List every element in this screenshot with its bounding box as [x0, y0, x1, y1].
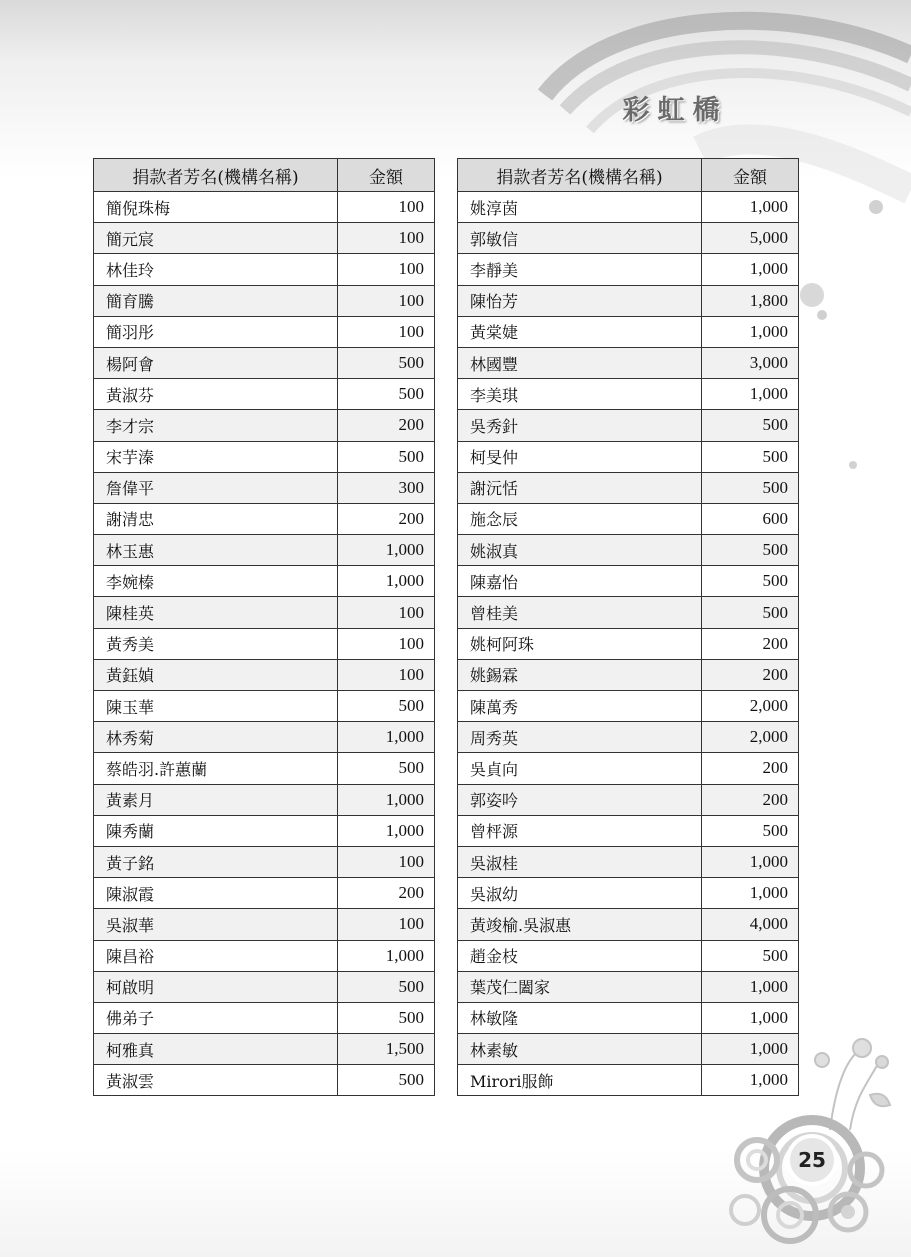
donor-name: 曾桂美: [458, 597, 702, 628]
donation-amount: 100: [338, 254, 435, 285]
table-row: [458, 1065, 799, 1096]
donor-name: 柯旻仲: [458, 441, 702, 472]
table-row: [94, 597, 435, 628]
table-row: [458, 691, 799, 722]
donation-amount: 100: [338, 846, 435, 877]
header-title: 彩虹橋: [622, 95, 728, 126]
donor-name: 宋芋溱: [94, 441, 338, 472]
table-row: [94, 379, 435, 410]
table-row: [458, 597, 799, 628]
donor-name: 吳貞向: [458, 753, 702, 784]
table-row: [458, 784, 799, 815]
page-number: 25: [798, 1148, 826, 1172]
table-row: [458, 441, 799, 472]
donor-name: 李婉榛: [94, 566, 338, 597]
donation-amount: 100: [338, 628, 435, 659]
table-row: [458, 410, 799, 441]
table-row: [94, 285, 435, 316]
table-row: [94, 316, 435, 347]
donor-name: 姚錫霖: [458, 659, 702, 690]
donation-amount: 1,000: [338, 535, 435, 566]
donor-name: 郭敏信: [458, 223, 702, 254]
table-row: [94, 628, 435, 659]
donor-name: 黃淑芬: [94, 379, 338, 410]
donation-amount: 500: [338, 1065, 435, 1096]
donation-amount: 1,500: [338, 1034, 435, 1065]
table-row: [94, 472, 435, 503]
table-row: [458, 628, 799, 659]
donor-name: 姚淳茵: [458, 192, 702, 223]
donation-amount: 1,000: [338, 815, 435, 846]
donation-amount: 1,000: [702, 1065, 799, 1096]
donor-name: 黃秀美: [94, 628, 338, 659]
table-row: [458, 566, 799, 597]
table-row: [94, 753, 435, 784]
donor-name: 簡羽彤: [94, 316, 338, 347]
donor-name: 黃棠婕: [458, 316, 702, 347]
donation-amount: 600: [702, 503, 799, 534]
donor-name: 黃淑雲: [94, 1065, 338, 1096]
table-header-row: [458, 159, 799, 192]
donor-table-left: [93, 158, 435, 1096]
table-row: [458, 535, 799, 566]
donation-amount: 100: [338, 659, 435, 690]
table-row: [458, 285, 799, 316]
donor-name: 林玉惠: [94, 535, 338, 566]
table-row: [94, 254, 435, 285]
donor-name: 簡育騰: [94, 285, 338, 316]
table-row: [94, 192, 435, 223]
table-row: [458, 659, 799, 690]
donation-amount: 100: [338, 316, 435, 347]
donor-name: 曾枰源: [458, 815, 702, 846]
donation-amount: 500: [702, 441, 799, 472]
donation-amount: 500: [702, 410, 799, 441]
bubble-decoration: [800, 200, 883, 469]
table-row: [94, 1065, 435, 1096]
donor-name: 林秀菊: [94, 722, 338, 753]
table-row: [94, 410, 435, 441]
table-row: [94, 940, 435, 971]
table-row: [94, 441, 435, 472]
donor-table-right: [457, 158, 799, 1096]
donation-amount: 1,000: [702, 971, 799, 1002]
donor-name: 趙金枝: [458, 940, 702, 971]
donation-amount: 500: [338, 691, 435, 722]
table-row: [94, 971, 435, 1002]
table-row: [94, 878, 435, 909]
donor-name: 柯啟明: [94, 971, 338, 1002]
column-header-name: 捐款者芳名(機構名稱): [94, 159, 338, 192]
donation-amount: 1,000: [702, 878, 799, 909]
donation-amount: 500: [702, 472, 799, 503]
table-row: [458, 1002, 799, 1033]
table-row: [458, 753, 799, 784]
donation-amount: 500: [338, 441, 435, 472]
donor-name: 簡元宸: [94, 223, 338, 254]
donor-name: 郭姿吟: [458, 784, 702, 815]
donor-name: 陳怡芳: [458, 285, 702, 316]
donation-amount: 1,000: [702, 254, 799, 285]
donation-amount: 1,000: [338, 784, 435, 815]
donation-amount: 1,000: [702, 379, 799, 410]
table-row: [458, 192, 799, 223]
donation-amount: 500: [338, 971, 435, 1002]
table-header-row: [94, 159, 435, 192]
donation-amount: 100: [338, 192, 435, 223]
table-row: [458, 971, 799, 1002]
donation-amount: 500: [702, 597, 799, 628]
donation-amount: 200: [338, 878, 435, 909]
donation-amount: 1,000: [338, 722, 435, 753]
table-row: [458, 223, 799, 254]
donor-name: 柯雅真: [94, 1034, 338, 1065]
donation-amount: 200: [702, 628, 799, 659]
table-row: [458, 254, 799, 285]
table-row: [458, 316, 799, 347]
donor-name: 施念辰: [458, 503, 702, 534]
donation-amount: 200: [702, 659, 799, 690]
donor-name: 李美琪: [458, 379, 702, 410]
table-row: [94, 691, 435, 722]
donor-name: 周秀英: [458, 722, 702, 753]
donor-name: 陳秀蘭: [94, 815, 338, 846]
donation-amount: 300: [338, 472, 435, 503]
donation-amount: 4,000: [702, 909, 799, 940]
donation-amount: 100: [338, 909, 435, 940]
table-row: [94, 722, 435, 753]
donor-name: 黃竣榆.吳淑惠: [458, 909, 702, 940]
donation-amount: 1,000: [702, 316, 799, 347]
donation-amount: 500: [702, 566, 799, 597]
concentric-circles-decoration: [731, 1120, 882, 1241]
table-row: [458, 722, 799, 753]
donor-name: 黃子銘: [94, 846, 338, 877]
donation-amount: 2,000: [702, 691, 799, 722]
donation-amount: 3,000: [702, 347, 799, 378]
table-row: [458, 379, 799, 410]
table-row: [94, 846, 435, 877]
donor-name: 林素敏: [458, 1034, 702, 1065]
donation-amount: 500: [702, 535, 799, 566]
table-row: [94, 1002, 435, 1033]
donation-amount: 500: [338, 347, 435, 378]
table-row: [458, 1034, 799, 1065]
donor-name: 李靜美: [458, 254, 702, 285]
donor-name: 林國豐: [458, 347, 702, 378]
donation-amount: 100: [338, 285, 435, 316]
donor-name: 林敏隆: [458, 1002, 702, 1033]
donor-name: 姚柯阿珠: [458, 628, 702, 659]
donor-name: 陳桂英: [94, 597, 338, 628]
column-header-amount: 金額: [338, 159, 435, 192]
table-row: [458, 878, 799, 909]
donor-name: 陳昌裕: [94, 940, 338, 971]
donation-amount: 500: [338, 379, 435, 410]
donor-name: 陳淑霞: [94, 878, 338, 909]
table-row: [94, 1034, 435, 1065]
donation-amount: 1,000: [338, 566, 435, 597]
table-row: [458, 909, 799, 940]
table-row: [94, 347, 435, 378]
donor-name: 李才宗: [94, 410, 338, 441]
table-row: [94, 566, 435, 597]
column-header-name: 捐款者芳名(機構名稱): [458, 159, 702, 192]
donor-name: 吳秀針: [458, 410, 702, 441]
table-row: [458, 347, 799, 378]
donation-amount: 1,000: [702, 1002, 799, 1033]
donation-amount: 200: [338, 503, 435, 534]
donor-name: Mirori服飾: [458, 1065, 702, 1096]
donor-name: 謝清忠: [94, 503, 338, 534]
table-row: [458, 940, 799, 971]
table-row: [94, 659, 435, 690]
table-row: [94, 503, 435, 534]
donation-amount: 200: [702, 784, 799, 815]
flower-decoration: [815, 1039, 890, 1130]
donor-name: 林佳玲: [94, 254, 338, 285]
donation-amount: 500: [338, 753, 435, 784]
donor-name: 黃鈺媜: [94, 659, 338, 690]
donation-amount: 1,000: [702, 846, 799, 877]
donation-amount: 5,000: [702, 223, 799, 254]
donation-amount: 500: [702, 815, 799, 846]
donation-amount: 500: [338, 1002, 435, 1033]
table-row: [458, 815, 799, 846]
donation-amount: 200: [338, 410, 435, 441]
table-row: [94, 535, 435, 566]
table-row: [94, 223, 435, 254]
donation-amount: 200: [702, 753, 799, 784]
table-row: [458, 503, 799, 534]
donor-name: 陳嘉怡: [458, 566, 702, 597]
donation-amount: 1,000: [702, 192, 799, 223]
table-row: [458, 846, 799, 877]
donation-amount: 500: [702, 940, 799, 971]
donation-amount: 1,000: [702, 1034, 799, 1065]
donor-name: 陳玉華: [94, 691, 338, 722]
donation-amount: 1,800: [702, 285, 799, 316]
donor-name: 黃素月: [94, 784, 338, 815]
table-row: [94, 815, 435, 846]
table-row: [94, 909, 435, 940]
donor-name: 謝沅恬: [458, 472, 702, 503]
donor-name: 吳淑華: [94, 909, 338, 940]
donation-amount: 100: [338, 597, 435, 628]
donor-name: 蔡皓羽.許蕙蘭: [94, 753, 338, 784]
donor-name: 姚淑真: [458, 535, 702, 566]
donor-name: 陳萬秀: [458, 691, 702, 722]
donor-name: 詹偉平: [94, 472, 338, 503]
donor-name: 吳淑幼: [458, 878, 702, 909]
table-row: [94, 784, 435, 815]
donation-amount: 2,000: [702, 722, 799, 753]
donation-amount: 100: [338, 223, 435, 254]
donor-name: 楊阿會: [94, 347, 338, 378]
donor-name: 葉茂仁闔家: [458, 971, 702, 1002]
table-row: [458, 472, 799, 503]
donor-name: 簡倪珠梅: [94, 192, 338, 223]
donation-amount: 1,000: [338, 940, 435, 971]
donor-name: 佛弟子: [94, 1002, 338, 1033]
donor-name: 吳淑桂: [458, 846, 702, 877]
column-header-amount: 金額: [702, 159, 799, 192]
